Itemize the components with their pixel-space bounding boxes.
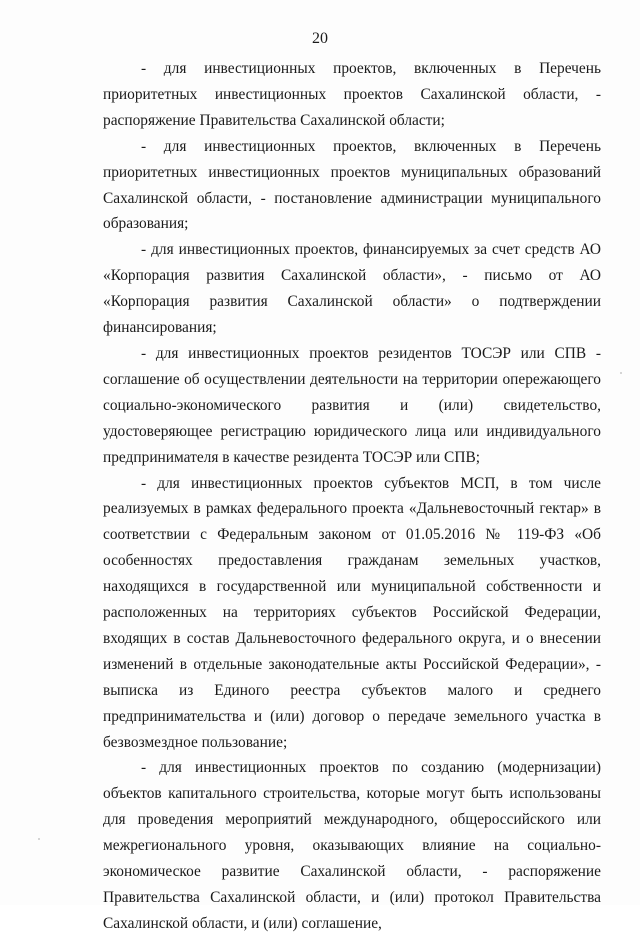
paragraph-corporation-funded: - для инвестиционных проектов, финансируемых за счет средств АО «Корпорация развития Сахалинской области», - письмо от АО «Корпорация развития Сахалинской области» о подтверждении финансирования; — [103, 241, 601, 337]
paragraph-tosed-spv-residents: - для инвестиционных проектов резидентов ТОСЭР или СПВ - соглашение об осуществлении деятельности на территории опережающего социально-экономического развития и (или) свидетельство, удостоверяющее регистрацию юридического лица или индивидуального предпринимателя в качестве резидента ТОСЭР или СПВ; — [103, 344, 601, 466]
page-number: 20 — [312, 30, 328, 47]
scan-speck — [38, 838, 40, 840]
paragraph-capital-construction: - для инвестиционных проектов по созданию (модернизации) объектов капитального строительства, которые могут быть использованы для проведения мероприятий международного, общероссийского или межрегионального уровня, оказывающих влияние на социально-экономическое развитие Сахалинской области, - распоряжение Правительства Сахалинской области, и (или) протокол Правительства Сахалинской области, и (или) соглашение, — [103, 759, 601, 932]
paragraph-priority-municipal: - для инвестиционных проектов, включенных в Перечень приоритетных инвестиционных проектов муниципальных образований Сахалинской области, - постановление администрации муниципального образования; — [103, 137, 601, 233]
document-body — [103, 56, 601, 937]
scan-speck — [620, 372, 622, 374]
paragraph-msp-subjects: - для инвестиционных проектов субъектов МСП, в том числе реализуемых в рамках федерального проекта «Дальневосточный гектар» в соответствии с Федеральным законом от 01.05.2016 № 119-ФЗ «Об особенностях предоставления гражданам земельных участков, находящихся в государственной или муниципальной собственности и расположенных на территориях субъектов Российской Федерации, входящих в состав Дальневосточного федерального округа, и о внесении изменений в отдельные законодательные акты Российской Федерации», - выписка из Единого реестра субъектов малого и среднего предпринимательства и (или) договор о передаче земельного участка в безвозмездное пользование; — [103, 474, 601, 751]
paragraph-priority-regional: - для инвестиционных проектов, включенных в Перечень приоритетных инвестиционных проектов Сахалинской области, - распоряжение Правительства Сахалинской области; — [103, 60, 601, 129]
